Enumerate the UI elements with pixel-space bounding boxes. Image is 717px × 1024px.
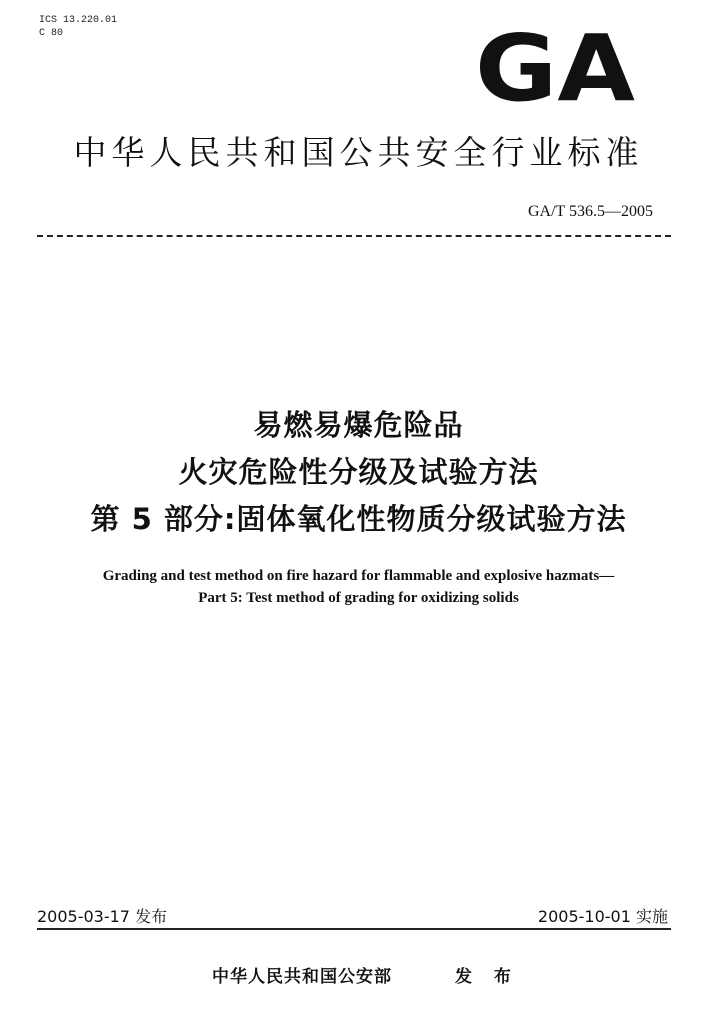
implementation-date: 2005-10-01 实施: [537, 907, 668, 926]
standard-number: GA/T 536.5—2005: [527, 203, 653, 220]
ga-logo-text: GA: [475, 30, 635, 102]
publish-action: 发 布: [455, 967, 519, 987]
document-title: [0, 402, 717, 543]
header-divider: [37, 235, 671, 237]
title-line-2: 火灾危险性分级及试验方法: [178, 455, 539, 489]
english-title-line-1: Grading and test method on fire hazard for flammable and explosive hazmats—: [102, 568, 615, 584]
title-line-3: 第 5 部分:固体氧化性物质分级试验方法: [90, 502, 627, 536]
classification-codes: [39, 14, 117, 40]
issue-date: 2005-03-17 发布: [37, 907, 168, 926]
organization-title: 中华人民共和国公共安全行业标准: [73, 133, 644, 172]
ics-code: ICS 13.220.01: [39, 15, 118, 26]
footer-divider: [37, 928, 671, 930]
ccs-code: C 80: [39, 28, 64, 39]
english-title-line-2: Part 5: Test method of grading for oxidizing solids: [198, 590, 519, 606]
ga-logo: [470, 30, 640, 102]
title-line-1: 易燃易爆危险品: [253, 408, 464, 442]
publisher: 中华人民共和国公安部: [212, 967, 392, 987]
english-title: [0, 565, 717, 609]
